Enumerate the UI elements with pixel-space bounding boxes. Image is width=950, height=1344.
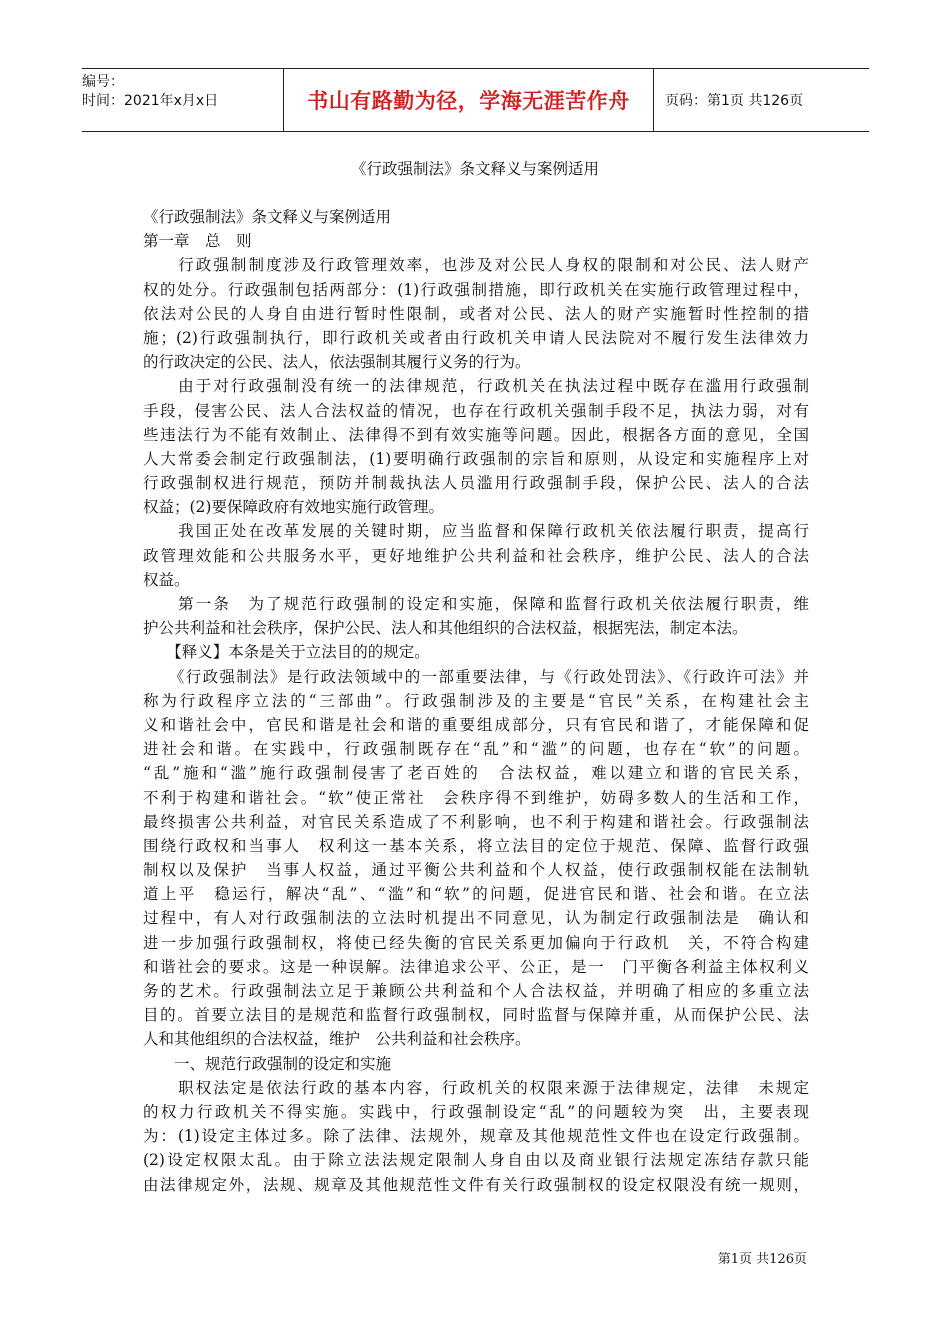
body-line: 的行政决定的公民、法人，依法强制其履行义务的行为。 <box>143 353 531 372</box>
body-line: 称为行政程序立法的“三部曲”。行政强制涉及的主要是“官民”关系，在构建社会主 <box>143 691 809 710</box>
page-header <box>82 68 869 132</box>
body-line: 人大常委会制定行政强制法，(1)要明确行政强制的宗旨和原则，从设定和实施程序上对 <box>143 449 809 468</box>
body-line: 权益；(2)要保障政府有效地实施行政管理。 <box>143 498 444 517</box>
body-line: 第一条 为了规范行政强制的设定和实施，保障和监督行政机关依法履行职责，维 <box>143 595 809 613</box>
body-line: 务的艺术。行政强制法立足于兼顾公共利益和个人合法权益，并明确了相应的多重立法 <box>143 982 809 1000</box>
body-line: 由法律规定外，法规、规章及其他规范性文件有关行政强制权的设定权限没有统一规则， <box>143 1175 809 1194</box>
body-line: 职权法定是依法行政的基本内容，行政机关的权限来源于法律规定，法律 未规定 <box>143 1078 809 1097</box>
body-line: 施；(2)行政强制执行，即行政机关或者由行政机关申请人民法院对不履行发生法律效力 <box>143 328 809 347</box>
body-line: 为：(1)设定主体过多。除了法律、法规外，规章及其他规范性文件也在设定行政强制。 <box>143 1127 809 1146</box>
header-meta <box>82 69 283 131</box>
header-page-number: 页码：第1页 共126页 <box>665 93 804 109</box>
footer-page-number: 第1页 共126页 <box>717 1252 807 1267</box>
body-line: 的权力行政机关不得实施。实践中，行政强制设定“乱”的问题较为突 出，主要表现 <box>143 1102 809 1121</box>
body-line: 《行政强制法》是行政法领域中的一部重要法律，与《行政处罚法》、《行政许可法》并 <box>143 667 809 686</box>
body-line: 我国正处在改革发展的关键时期，应当监督和保障行政机关依法履行职责，提高行 <box>143 522 809 541</box>
body-line: 些违法行为不能有效制止、法律得不到有效实施等问题。因此，根据各方面的意见，全国 <box>143 425 809 444</box>
header-page-cell <box>654 69 869 131</box>
body-line: 进一步加强行政强制权，将使已经失衡的官民关系更加偏向于行政机 关，不符合构建 <box>143 933 809 952</box>
body-line: 道上平 稳运行，解决“乱”、“滥”和“软”的问题，促进官民和谐、社会和谐。在立法 <box>143 885 809 904</box>
body-line: 进社会和谐。在实践中，行政强制既存在“乱”和“滥”的问题，也存在“软”的问题。 <box>143 740 809 759</box>
document-number: 编号： <box>82 74 124 90</box>
document-date: 时间：2021年x月x日 <box>82 93 219 109</box>
header-motto-cell <box>283 69 654 131</box>
body-line: 和谐社会的要求。这是一种误解。法律追求公平、公正，是一 门平衡各利益主体权利义 <box>143 957 809 976</box>
motto-text: 书山有路勤为径，学海无涯苦作舟 <box>307 89 630 113</box>
body-line: 人和其他组织的合法权益，维护 公共利益和社会秩序。 <box>143 1030 531 1049</box>
body-line: 一、规范行政强制的设定和实施 <box>143 1054 392 1073</box>
body-line: 制权以及保护 当事人权益，通过平衡公共利益和个人权益，使行政强制权能在法制轨 <box>143 861 809 880</box>
body-line: (2)设定权限太乱。由于除立法法规定限制人身自由以及商业银行法规定冻结存款只能 <box>143 1151 809 1170</box>
body-line: 护公共利益和社会秩序，保护公民、法人和其他组织的合法权益，根据宪法，制定本法。 <box>143 619 748 638</box>
body-line: 依法对公民的人身自由进行暂时性限制，或者对公民、法人的财产实施暂时性控制的措 <box>143 304 809 323</box>
body-line: 目的。首要立法目的是规范和监督行政强制权，同时监督与保障并重，从而保护公民、法 <box>143 1006 809 1025</box>
body-line: 手段，侵害公民、法人合法权益的情况，也存在行政机关强制手段不足，执法力弱，对有 <box>143 401 809 420</box>
body-line: 行政强制制度涉及行政管理效率，也涉及对公民人身权的限制和对公民、法人财产 <box>143 256 809 275</box>
body-line: 【释义】本条是关于立法目的的规定。 <box>143 643 430 662</box>
body-line: 行政强制权进行规范，预防并制裁执法人员滥用行政强制手段，保护公民、法人的合法 <box>143 474 809 493</box>
body-line: 由于对行政强制没有统一的法律规范，行政机关在执法过程中既存在滥用行政强制 <box>143 377 809 396</box>
body-line: 第一章 总 则 <box>143 232 252 251</box>
body-line: 过程中，有人对行政强制法的立法时机提出不同意见，认为制定行政强制法是 确认和 <box>143 909 809 928</box>
body-line: “乱”施和“滥”施行政强制侵害了老百姓的 合法权益，难以建立和谐的官民关系， <box>143 764 809 783</box>
body-line: 《行政强制法》条文释义与案例适用 <box>143 208 392 226</box>
body-line: 最终损害公共利益，对官民关系造成了不利影响，也不利于构建和谐社会。行政强制法 <box>143 812 809 831</box>
document-body <box>143 205 809 1197</box>
body-line: 义和谐社会中，官民和谐是社会和谐的重要组成部分，只有官民和谐了，才能保障和促 <box>143 715 809 734</box>
body-line: 权的处分。行政强制包括两部分：(1)行政强制措施，即行政机关在实施行政管理过程中， <box>143 280 809 299</box>
body-line: 围绕行政权和当事人 权利这一基本关系，将立法目的定位于规范、保障、监督行政强 <box>143 836 809 855</box>
document-title: 《行政强制法》条文释义与案例适用 <box>350 160 599 178</box>
body-line: 政管理效能和公共服务水平，更好地维护公共利益和社会秩序，维护公民、法人的合法 <box>143 546 809 565</box>
body-line: 不利于构建和谐社会。“软”使正常社 会秩序得不到维护，妨碍多数人的生活和工作， <box>143 788 809 807</box>
body-line: 权益。 <box>143 570 190 589</box>
